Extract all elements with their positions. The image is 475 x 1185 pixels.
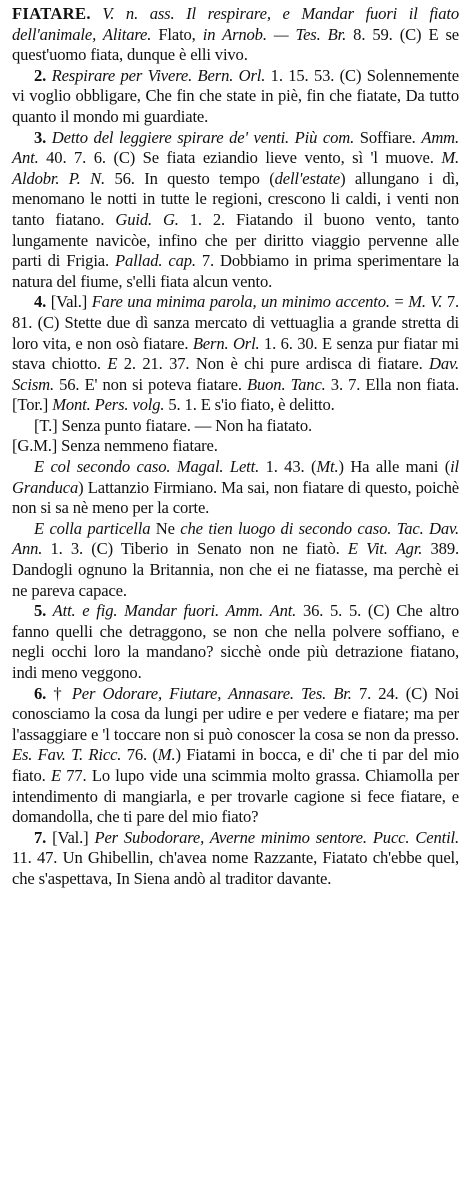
entry-paragraph-8 [12,519,459,601]
source-citation: in Arnob. — Tes. Br. [202,24,347,44]
citation-text: ) Fiatami in bocca, e di' che ti par del mio fiato. [12,745,460,785]
sense-definition: Fare una minima parola, un minimo accento. [87,292,390,312]
entry-paragraph-5 [12,416,459,437]
latin-equivalent: Flato, [151,24,203,44]
citation-text: 1. 3. (C) Tiberio in Senato non ne fiatò. [42,539,348,559]
entry-paragraph-9 [12,601,459,683]
sense-number: 5. [34,601,47,621]
sense-number: 4. [34,292,47,312]
citation-text: 76. ( [121,745,158,765]
sense-definition: Detto del leggiere spirare de' venti. Più com. [46,127,355,147]
source-citation: Dav. Scism. [12,354,459,394]
citation-text: ) Lattanzio Firmiano. Ma sai, non fiatare di questo, poichè non si sa nè meno per la corte. [12,477,459,518]
sense-definition: E col secondo caso. Magal. Lett. [34,457,260,477]
gloss: M. [157,745,176,765]
entry-paragraph-11 [12,828,459,890]
grammar-definition: V. n. ass. Il respirare, e Mandar fuori il fiato dell'animale, Alitare. [12,4,459,44]
gloss: il Granduca [12,457,460,497]
source-citation: Guid. G. [115,209,179,229]
sense-definition: che tien luogo di secondo caso. Tac. Dav. Ann. [12,518,459,559]
source-citation: Bern. Orl. [192,333,260,353]
editor-tag: [Val.] [46,827,89,847]
citation-text: 56. E' non si poteva fiatare. [53,374,248,394]
entry-paragraph-6 [12,436,459,457]
entry-paragraph-10 [12,684,459,828]
citation-text: ) allungano i dì, menomano le notti in tutte le regioni, crescono li caldi, i venti non tanto fiatano. [12,168,459,229]
entry-paragraph-1 [12,4,459,66]
source-citation: E [50,765,61,785]
sense-definition: Respirare per Vivere. Bern. Orl. [46,65,266,85]
sense-number: 6. [34,683,47,703]
citation-text: 1. 15. 53. (C) Solennemente vi voglio obbligare, Che fin che state in piè, fin che fiatate, Da tutto quanto il mondo mi guardiate. [12,65,459,126]
citation-text: 1. 2. Fiatando il buono vento, tanto lungamente navicòe, infino che per diritto viaggio pervenne alle parti di Frigia. [12,209,459,271]
sense-definition: Per Subodorare, Averne minimo sentore. Pucc. Centil. [88,827,459,847]
citation-text: 1. 43. ( [259,457,317,477]
source-citation: Pallad. cap. [115,251,196,271]
citation-text: Soffiare. [354,127,422,147]
editor-tag: [G.M.] [12,436,58,456]
citation-text: 389. Dandogli ognuno la Britannia, non che ei ne fiatasse, ma perchè ei ne pareva capace. [12,539,459,600]
entry-paragraph-2 [12,66,459,128]
sense-definition: E colla particella [34,518,151,538]
obsolete-marker: † [46,683,72,703]
citation-text: 8. 59. (C) E se quest'uomo fiata, dunque è elli vivo. [12,24,460,65]
citation-text: 11. 47. Un Ghibellin, ch'avea nome Razzante, Fiatato ch'ebbe quel, che s'aspettava, In Siena andò al traditor davante. [12,848,459,888]
source-citation: Amm. Ant. [12,127,459,168]
sense-number: 3. [34,127,47,147]
citation-text: 1. 6. 30. E senza pur fiatar mi stava chiotto. [12,333,459,374]
source-citation: Mont. Pers. volg. [52,395,165,415]
entry-paragraph-7 [12,457,459,519]
citation-text: = [389,292,409,312]
editor-tag: [T.] [34,415,58,435]
headword: FIATARE. [12,4,91,23]
citation-text: 3. 7. Ella non fiata. [Tor.] [12,374,459,415]
citation-text: 36. 5. 5. (C) Che altro fanno quelli che detraggono, se non che nella polvere soffiano, e negli occhi loro la mandano? sicchè onde più detrazione fiatano, indi meno veggono. [12,601,460,682]
citation-text: 5. 1. E s'io fiato, è delitto. [164,395,335,415]
citation-text: 7. 81. (C) Stette due dì sanza mercato di vettuaglia a grande stretta di loro vita, e non osò fiatare. [12,292,459,353]
entry-paragraph-3 [12,128,459,293]
entry-paragraph-4 [12,292,459,416]
citation-text: Senza punto fiatare. — Non ha fiatato. [57,415,313,435]
citation-text: 77. Lo lupo vide una scimmia molto grassa. Chiamolla per intendimento di mangiarla, e per trovarle cagione si fece fiatare, e domandolla, che ti pare del mio fiato? [12,765,459,827]
citation-text: Ne [150,518,181,538]
editor-tag: [Val.] [46,292,88,312]
sense-definition: Per Odorare, Fiutare, Annasare. Tes. Br. [71,683,352,703]
sense-number: 2. [34,65,47,85]
citation-text: 7. 24. (C) Noi conosciamo la cosa da lungi per udire e per vedere e fiatare; ma per l'assaggiare e 'l toccare non si può conoscer la cosa se non da presso. [12,683,459,744]
sense-definition: Att. e fig. Mandar fuori. Amm. Ant. [46,601,297,621]
citation-text: Senza nemmeno fiatare. [57,436,218,456]
source-citation: E Vit. Agr. [347,539,423,559]
dictionary-entry-fiatare [12,4,459,890]
source-citation: M. V. [408,292,443,312]
citation-text: 7. Dobbiamo in prima sperimentare la natura del fiume, s'elli fiata alcun vento. [12,251,460,291]
source-citation: E [107,354,118,374]
citation-text: ) Ha alle mani ( [338,457,451,477]
source-citation: M. Aldobr. P. N. [12,148,459,188]
citation-text: 40. 7. 6. (C) Se fiata eziandio lieve vento, sì 'l muove. [38,148,442,168]
gloss: dell'estate [274,168,341,188]
citation-text: 56. In questo tempo ( [105,168,275,188]
citation-text: 2. 21. 37. Non è chi pure ardisca di fiatare. [117,354,430,374]
source-citation: Mt. [316,457,339,477]
source-citation: Buon. Tanc. [247,374,326,394]
source-citation: Es. Fav. T. Ricc. [12,745,122,765]
sense-number: 7. [34,827,47,847]
